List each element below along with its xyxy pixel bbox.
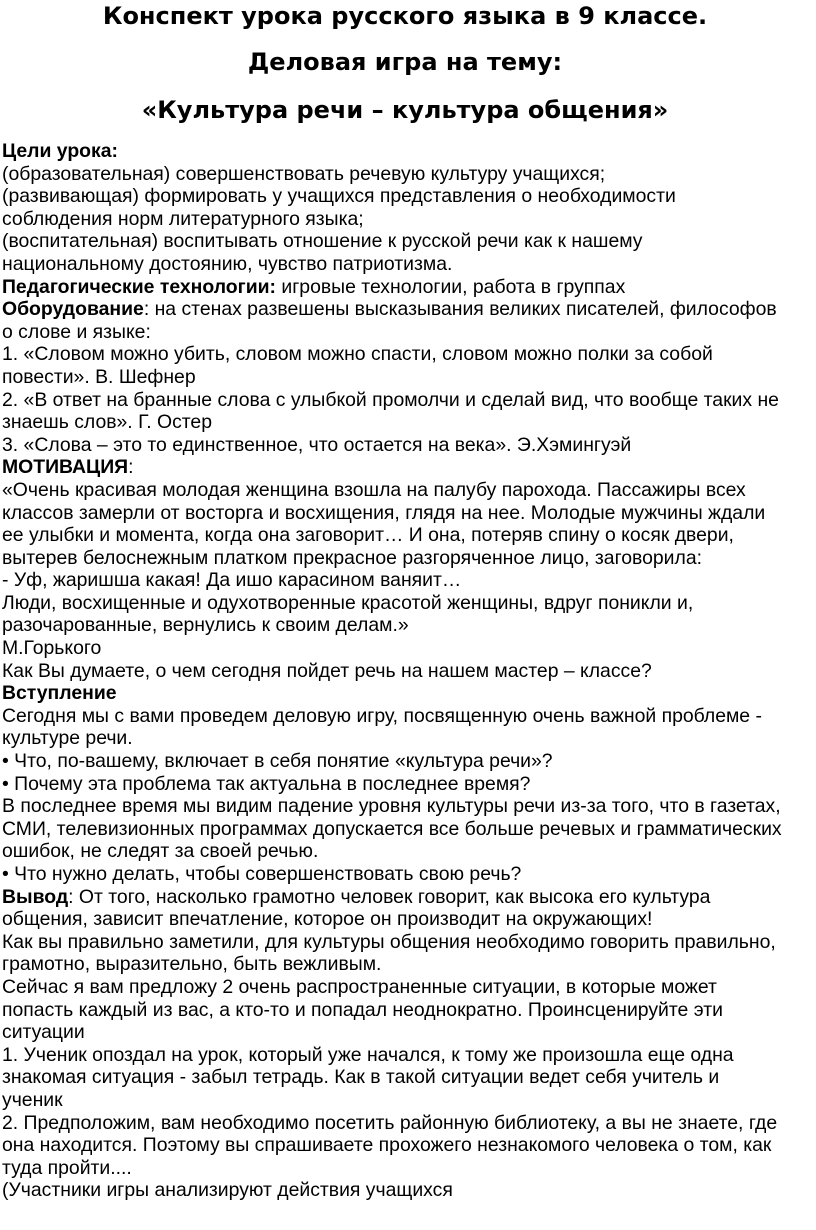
title-line-3: «Культура речи – культура общения»: [141, 96, 669, 124]
conclusion-line: попасть каждый из вас, а кто-то и попадал неоднократно. Проинсценируйте эти: [2, 998, 723, 1021]
conclusion-label: Вывод: [2, 885, 69, 908]
title-line-2: Деловая игра на тему:: [247, 48, 563, 76]
intro-line: культуре речи.: [2, 727, 133, 750]
motivation-colon: :: [128, 456, 134, 479]
goals-line: (образовательная) совершенствовать речевую культуру учащихся;: [2, 162, 606, 185]
motivation-line: вытерев белоснежным платком прекрасное разгоряченное лицо, заговорила:: [2, 546, 702, 569]
situation-line: 2. Предположим, вам необходимо посетить районную библиотеку, а вы не знаете, где: [2, 1111, 778, 1134]
quote-line: знаешь слов». Г. Остер: [2, 411, 213, 434]
document-title: [2, 0, 808, 138]
motivation-label: МОТИВАЦИЯ: [2, 456, 129, 479]
motivation-line: разочарованные, вернулись к своим делам.»: [2, 614, 409, 637]
intro-heading: Вступление: [2, 682, 117, 705]
motivation-line: Как Вы думаете, о чем сегодня пойдет речь на нашем мастер – классе?: [2, 659, 652, 682]
motivation-line: М.Горького: [2, 637, 102, 660]
conclusion-paragraph: [2, 886, 808, 909]
quote-line: 2. «В ответ на бранные слова с улыбкой промолчи и сделай вид, что вообще таких не: [2, 388, 779, 411]
motivation-line: - Уф, жаришша какая! Да ишо карасином ваняит…: [2, 569, 462, 592]
quote-line: 1. «Словом можно убить, словом можно спасти, словом можно полки за собой: [2, 343, 713, 366]
goals-line: соблюдения норм литературного языка;: [2, 207, 364, 230]
situation-line: ученик: [2, 1088, 63, 1111]
conclusion-text: : От того, насколько грамотно человек говорит, как высока его культура: [68, 885, 711, 908]
goals-line: (воспитательная) воспитывать отношение к русской речи как к нашему: [2, 230, 643, 253]
quote-line: 3. «Слова – это то единственное, что остается на века». Э.Хэмингуэй: [2, 433, 632, 456]
intro-line: • Почему эта проблема так актуальна в последнее время?: [2, 772, 531, 795]
situation-line: (Участники игры анализируют действия учащихся: [2, 1179, 453, 1202]
goals-line: национальному достоянию, чувство патриотизма.: [2, 252, 453, 275]
intro-line: • Что нужно делать, чтобы совершенствовать свою речь?: [2, 863, 522, 885]
situation-line: знакомая ситуация - забыл тетрадь. Как в такой ситуации ведет себя учитель и: [2, 1066, 720, 1089]
goals-line: (развивающая) формировать у учащихся представления о необходимости: [2, 185, 676, 208]
tech-label: Педагогические технологии:: [2, 275, 277, 298]
motivation-line: ее улыбки и момента, когда она заговорит… И она, потеряв спину о косяк двери,: [2, 524, 734, 547]
motivation-line: классов замерли от восторга и восхищения, глядя на нее. Молодые мужчины ждали: [2, 501, 766, 524]
conclusion-line: Сейчас я вам предложу 2 очень распространенные ситуации, в которые может: [2, 975, 717, 998]
equipment-label: Оборудование: [2, 298, 144, 321]
conclusion-line: общения, зависит впечатление, которое он производит на окружающих!: [2, 908, 653, 931]
tech-text: игровые технологии, работа в группах: [276, 275, 626, 298]
equipment-text: : на стенах развешены высказывания великих писателей, философов: [143, 298, 777, 321]
conclusion-line: ситуации: [2, 1021, 85, 1044]
goals-heading: Цели урока:: [2, 140, 118, 162]
motivation-line: Люди, восхищенные и одухотворенные красотой женщины, вдруг поникли и,: [2, 591, 694, 614]
intro-line: ошибок, не следят за своей речью.: [2, 840, 319, 863]
intro-line: • Что, по-вашему, включает в себя понятие «культура речи»?: [2, 750, 553, 773]
motivation-line: «Очень красивая молодая женщина взошла на палубу парохода. Пассажиры всех: [2, 478, 746, 501]
equipment-paragraph: [2, 298, 808, 321]
situation-line: туда пройти....: [2, 1156, 132, 1179]
equipment-line: о слове и языке:: [2, 320, 151, 343]
motivation-heading: [2, 456, 808, 479]
intro-line: СМИ, телевизионных программах допускается все больше речевых и грамматических: [2, 817, 782, 840]
situation-line: 1. Ученик опоздал на урок, который уже начался, к тому же произошла еще одна: [2, 1043, 734, 1066]
intro-line: В последнее время мы видим падение уровня культуры речи из-за того, что в газетах,: [2, 795, 781, 818]
tech-paragraph: [2, 276, 808, 299]
situation-line: она находится. Поэтому вы спрашиваете прохожего незнакомого человека о том, как: [2, 1134, 772, 1157]
conclusion-line: грамотно, выразительно, быть вежливым.: [2, 953, 382, 976]
quote-line: повести». В. Шефнер: [2, 365, 196, 388]
intro-line: Сегодня мы с вами проведем деловую игру, посвященную очень важной проблеме -: [2, 704, 762, 727]
document-body: [2, 138, 808, 1202]
conclusion-line: Как вы правильно заметили, для культуры общения необходимо говорить правильно,: [2, 930, 776, 953]
title-line-1: Конспект урока русского языка в 9 классе.: [102, 2, 708, 30]
